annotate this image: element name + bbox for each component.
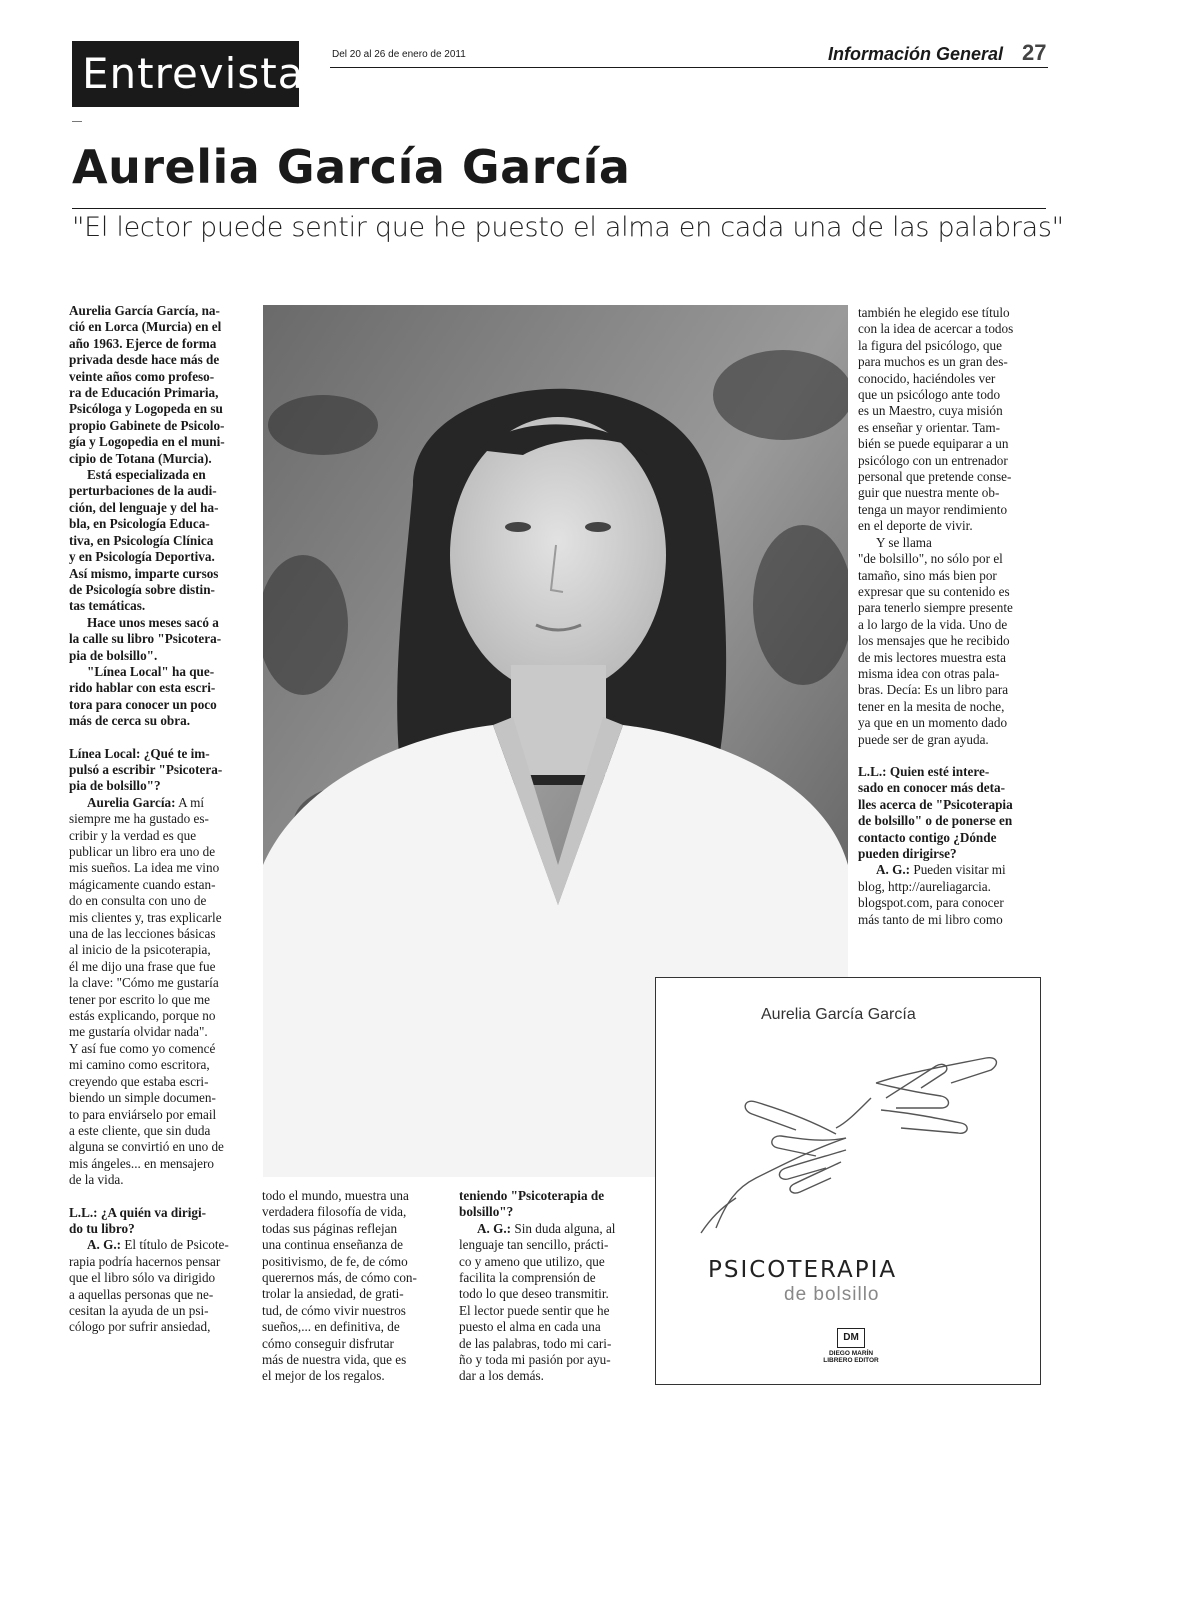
text-line: tener en la mesita de noche, — [858, 698, 1005, 714]
text-line: misma idea con otras pala- — [858, 665, 1000, 681]
text-line: guir que nuestra mente ob- — [858, 485, 1000, 501]
text-line: de la vida. — [69, 1172, 124, 1188]
answer-text: A mí — [175, 794, 205, 810]
interview-question — [858, 764, 1045, 862]
answer-continuation — [858, 305, 1045, 748]
header-rule — [330, 67, 1048, 68]
text-line: para tenerlo siempre presente — [858, 600, 1013, 616]
text-line: mágicamente cuando estan- — [69, 876, 216, 892]
answer-text: El título de Psicote- — [121, 1237, 229, 1253]
text-line: Está especializada en — [87, 467, 206, 483]
text-line: rapia podría hacernos pensar — [69, 1253, 221, 1269]
issue-date: Del 20 al 26 de enero de 2011 — [332, 49, 466, 60]
article-headline: Aurelia García García — [72, 140, 631, 194]
intro-paragraph — [69, 303, 254, 730]
text-line: ya que en un momento dado — [858, 715, 1008, 731]
text-line: el mejor de los regalos. — [262, 1368, 385, 1384]
interview-question — [69, 1205, 254, 1238]
text-line: propio Gabinete de Psicolo- — [69, 417, 225, 433]
text-line: Aurelia García García, na- — [69, 303, 220, 318]
text-line: gía y Logopedia en el muni- — [69, 434, 225, 450]
text-line: Así mismo, imparte cursos — [69, 565, 219, 581]
text-line: ció en Lorca (Murcia) en el — [69, 319, 222, 335]
text-line: también he elegido ese título — [858, 305, 1010, 320]
publisher-logo: DM — [837, 1328, 865, 1348]
text-line: bla, en Psicología Educa- — [69, 516, 210, 532]
text-line: querernos más, de cómo con- — [262, 1270, 417, 1286]
text-line: alguna se convirtió en uno de — [69, 1139, 224, 1155]
text-line: para muchos es un gran des- — [858, 354, 1008, 370]
text-line: de Psicología sobre distin- — [69, 581, 215, 597]
text-line: más de cerca su obra. — [69, 713, 190, 729]
text-line: todo lo que deseo transmitir. — [459, 1286, 609, 1302]
interview-question — [459, 1188, 642, 1221]
text-line: pia de bolsillo"? — [69, 778, 161, 794]
article-column-3 — [459, 1188, 642, 1385]
text-line: L.L.: ¿A quién va dirigi- — [69, 1204, 207, 1220]
text-line: blog, http://aureliagarcia. — [858, 878, 991, 894]
text-line: más tanto de mi libro como — [858, 911, 1003, 927]
headline-rule — [72, 208, 1046, 209]
text-line: to para enviárselo por email — [69, 1106, 217, 1122]
text-line: todo el mundo, muestra una — [262, 1188, 409, 1203]
text-line: conocido, haciéndoles ver — [858, 370, 996, 386]
article-column-4 — [858, 305, 1045, 928]
text-line: todas sus páginas reflejan — [262, 1220, 398, 1236]
text-line: en el deporte de vivir. — [858, 518, 973, 534]
text-line: sueños,... en definitiva, de — [262, 1319, 400, 1335]
text-line: de bolsillo" o de ponerse en — [858, 813, 1013, 829]
text-line: mis clientes y, tras explicarle — [69, 909, 222, 925]
text-line: contacto contigo ¿Dónde — [858, 829, 997, 845]
text-line: puede ser de gran ayuda. — [858, 731, 989, 747]
text-line: tenga un mayor rendimiento — [858, 501, 1008, 517]
text-line: pia de bolsillo". — [69, 647, 158, 663]
page-number: 27 — [1022, 40, 1047, 65]
text-line: biendo un simple documen- — [69, 1090, 216, 1106]
text-line: es un Maestro, cuya misión — [858, 403, 1003, 419]
text-line: El lector puede sentir que he — [459, 1302, 610, 1318]
publisher-name: DIEGO MARÍN — [828, 1350, 874, 1357]
text-line: que el libro sólo va dirigido — [69, 1270, 216, 1286]
interview-answer — [69, 1237, 254, 1335]
publisher-imprint — [796, 1328, 906, 1364]
text-line: cesitan la ayuda de un psi- — [69, 1302, 209, 1318]
text-line: es enseñar y orientar. Tam- — [858, 419, 1001, 435]
text-line: cómo conseguir disfrutar — [262, 1335, 394, 1351]
text-line: la clave: "Cómo me gustaría — [69, 975, 219, 991]
text-line: privada desde hace más de — [69, 352, 220, 368]
text-line: él me dijo una frase que fue — [69, 958, 216, 974]
text-line: una de las lecciones básicas — [69, 926, 216, 942]
answer-text: Sin duda alguna, al — [511, 1220, 616, 1236]
cover-title: PSICOTERAPIA — [708, 1257, 898, 1283]
text-line: bras. Decía: Es un libro para — [858, 682, 1009, 698]
text-line: tora para conocer un poco — [69, 696, 217, 712]
cover-author: Aurelia García García — [761, 1006, 916, 1023]
text-line: Hace unos meses sacó a — [87, 614, 219, 630]
text-line: puesto el alma en cada una — [459, 1319, 601, 1335]
speaker-label: Aurelia García: — [87, 794, 176, 810]
speaker-label: A. G.: — [87, 1237, 122, 1253]
text-line: verdadera filosofía de vida, — [262, 1204, 407, 1220]
text-line: Psicóloga y Logopeda en su — [69, 401, 223, 417]
section-label: Entrevista — [72, 41, 299, 107]
text-line: los mensajes que he recibido — [858, 633, 1010, 649]
speaker-label: A. G.: — [876, 862, 911, 878]
text-line: bién se puede equiparar a un — [858, 436, 1009, 452]
text-line: teniendo "Psicoterapia de — [459, 1188, 605, 1203]
text-line: año 1963. Ejerce de forma — [69, 335, 217, 351]
text-line: lles acerca de "Psicoterapia — [858, 796, 1013, 812]
text-line: veinte años como profeso- — [69, 368, 215, 384]
text-line: creyendo que estaba escri- — [69, 1073, 209, 1089]
text-line: positivismo, de fe, de cómo — [262, 1253, 408, 1269]
text-line: me gustaría olvidar nada". — [69, 1024, 208, 1040]
text-line: cólogo por sufrir ansiedad, — [69, 1319, 211, 1335]
article-column-1 — [69, 303, 254, 1336]
text-line: facilita la comprensión de — [459, 1270, 596, 1286]
text-line: Línea Local: ¿Qué te im- — [69, 745, 210, 761]
text-line: blogspot.com, para conocer — [858, 895, 1004, 911]
text-line: lenguaje tan sencillo, prácti- — [459, 1237, 609, 1253]
text-line: pueden dirigirse? — [858, 846, 957, 861]
text-line: una continua enseñanza de — [262, 1237, 403, 1253]
divider — [72, 121, 82, 122]
text-line: la calle su libro "Psicotera- — [69, 631, 222, 647]
text-line: Y se llama — [876, 534, 932, 550]
text-line: personal que pretende conse- — [858, 469, 1012, 485]
text-line: más de nuestra vida, que es — [262, 1352, 407, 1368]
text-line: y en Psicología Deportiva. — [69, 549, 215, 565]
text-line: Y así fue como yo comencé — [69, 1040, 216, 1056]
text-line: tamaño, sino más bien por — [858, 567, 997, 583]
text-line: cribir y la verdad es que — [69, 827, 197, 843]
text-line: de mis lectores muestra esta — [858, 649, 1006, 665]
speaker-label: A. G.: — [477, 1220, 512, 1236]
text-line: psicólogo con un entrenador — [858, 452, 1008, 468]
text-line: tiva, en Psicología Clínica — [69, 532, 214, 548]
text-line: trolar la ansiedad, de grati- — [262, 1286, 404, 1302]
text-line: dar a los demás. — [459, 1368, 544, 1384]
pull-quote: "El lector puede sentir que he puesto el alma en cada una de las palabras" — [72, 212, 1064, 243]
text-line: a este cliente, que sin duda — [69, 1122, 211, 1138]
text-line: mis ángeles... en mensajero — [69, 1155, 215, 1171]
text-line: la figura del psicólogo, que — [858, 337, 1002, 353]
interview-answer — [69, 795, 254, 1189]
text-line: cipio de Totana (Murcia). — [69, 450, 212, 466]
text-line: "Línea Local" ha que- — [87, 663, 215, 679]
interview-answer — [459, 1221, 642, 1385]
text-line: publicar un libro era uno de — [69, 844, 216, 859]
text-line: tener por escrito lo que me — [69, 991, 210, 1007]
answer-text: Pueden visitar mi — [910, 862, 1006, 878]
text-line: estás explicando, porque no — [69, 1008, 216, 1024]
interview-answer — [858, 862, 1045, 928]
section-name: Información General — [828, 44, 1004, 64]
cover-subtitle: de bolsillo — [784, 1284, 880, 1305]
text-line: mis sueños. La idea me vino — [69, 860, 220, 876]
article-column-2 — [262, 1188, 445, 1385]
interview-question — [69, 746, 254, 795]
book-cover — [655, 977, 1041, 1385]
text-line: do en consulta con uno de — [69, 893, 207, 909]
text-line: sado en conocer más deta- — [858, 780, 1006, 796]
text-line: de las palabras, todo mi cari- — [459, 1335, 612, 1351]
text-line: que un psicólogo ante todo — [858, 387, 1001, 403]
publisher-tagline: LIBRERO EDITOR — [823, 1357, 879, 1364]
text-line: a aquellas personas que ne- — [69, 1286, 214, 1302]
text-line: perturbaciones de la audi- — [69, 483, 217, 499]
text-line: co y ameno que utilizo, que — [459, 1253, 605, 1269]
text-line: mi camino como escritora, — [69, 1057, 210, 1073]
text-line: expresar que su contenido es — [858, 583, 1010, 599]
text-line: ción, del lenguaje y del ha- — [69, 499, 219, 515]
text-line: al inicio de la psicoterapia, — [69, 942, 211, 958]
text-line: "de bolsillo", no sólo por el — [858, 551, 1003, 567]
text-line: siempre me ha gustado es- — [69, 811, 209, 827]
text-line: bolsillo"? — [459, 1204, 514, 1220]
text-line: pulsó a escribir "Psicotera- — [69, 761, 223, 777]
text-line: rido hablar con esta escri- — [69, 680, 216, 696]
text-line: tas temáticas. — [69, 598, 146, 614]
text-line: ra de Educación Primaria, — [69, 385, 219, 401]
text-line: a lo largo de la vida. Uno de — [858, 616, 1008, 632]
text-line: con la idea de acercar a todos — [858, 321, 1014, 337]
text-line: L.L.: Quien esté intere- — [858, 763, 990, 779]
text-line: do tu libro? — [69, 1220, 135, 1236]
hands-illustration — [696, 1038, 1016, 1238]
text-line: tud, de cómo vivir nuestros — [262, 1302, 406, 1318]
text-line: ño y toda mi pasión por ayu- — [459, 1352, 611, 1368]
